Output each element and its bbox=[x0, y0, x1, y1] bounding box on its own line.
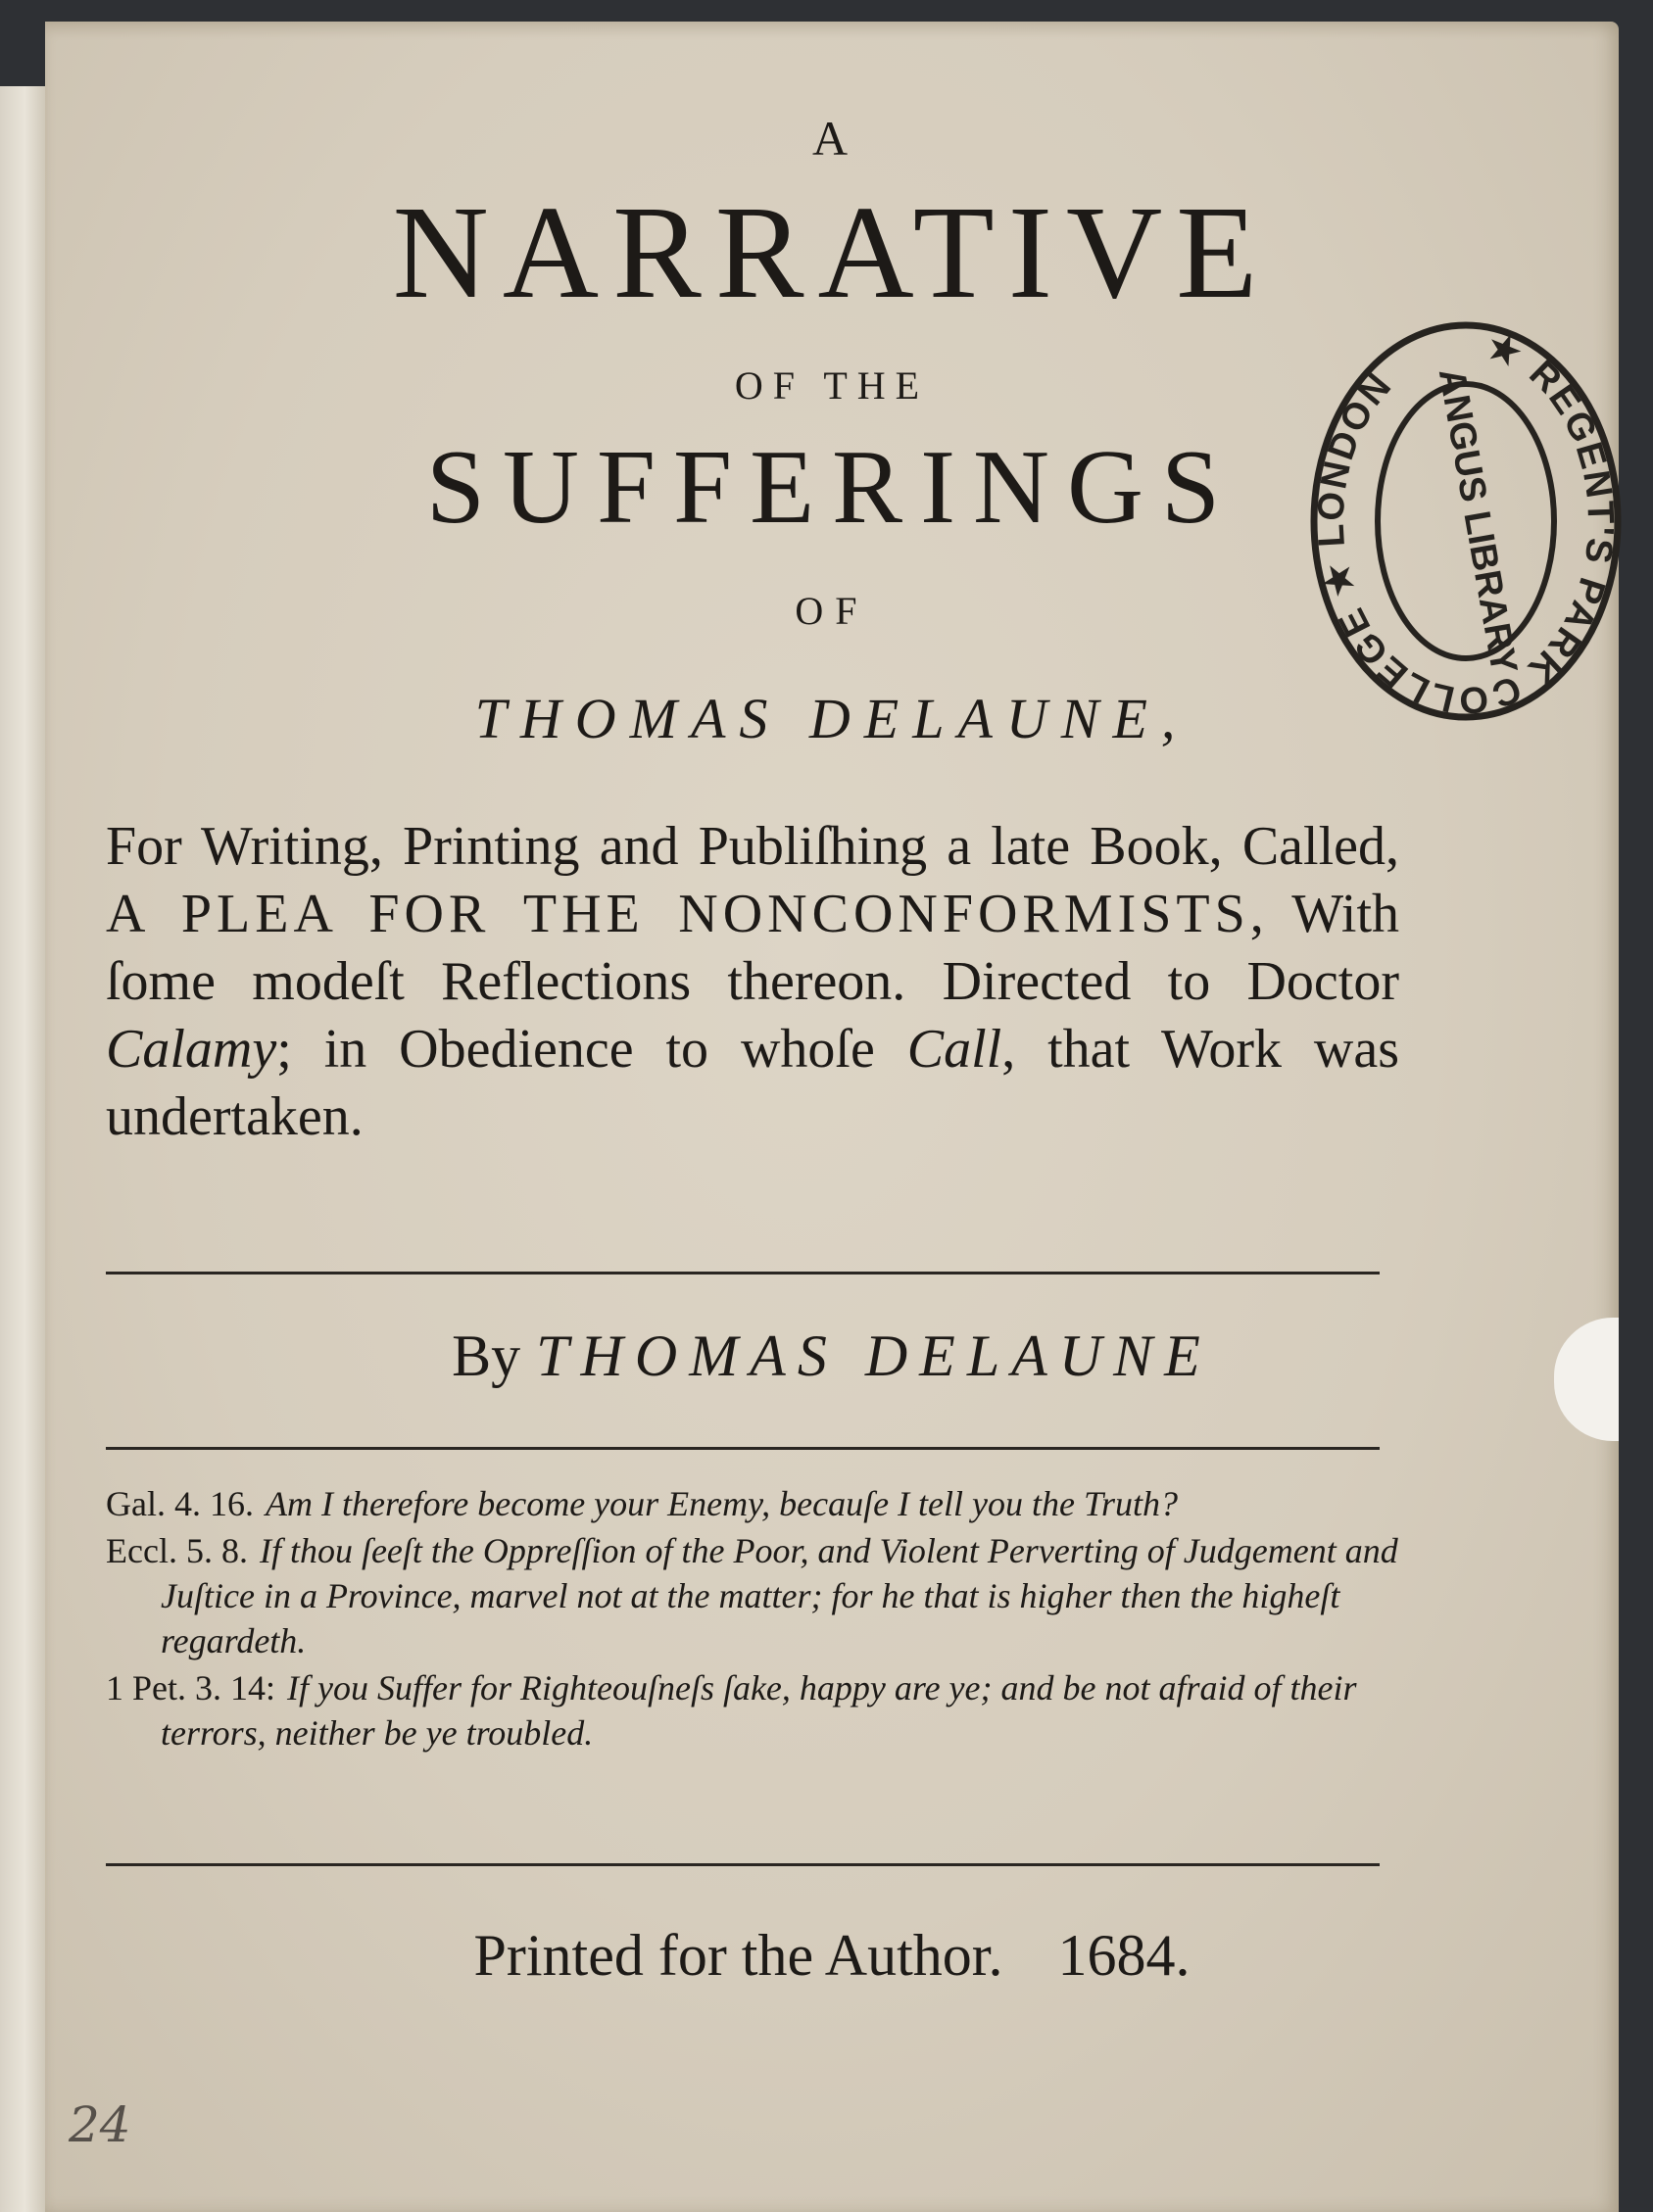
scripture-quotations bbox=[106, 1481, 1409, 1757]
divider-rule-3 bbox=[106, 1863, 1380, 1866]
imprint bbox=[45, 1922, 1619, 1990]
title-sufferings: SUFFERINGS bbox=[425, 429, 1239, 546]
quotation-reference: Eccl. 5. 8. bbox=[106, 1531, 248, 1570]
call-word: Call bbox=[906, 1019, 1002, 1080]
subtitle-part-2: , With ſome modeſt Reflections thereon. Directed to Doctor bbox=[106, 884, 1399, 1012]
imprint-text: Printed for the Author. bbox=[473, 1923, 1003, 1988]
byline bbox=[45, 1322, 1619, 1390]
quotation-text: If thou ſeeſt the Oppreſſion of the Poor, and Violent Perverting of Judgement and Juſtice in a Province, marvel not at the matter; for he that is higher then the higheſt regardeth. bbox=[161, 1531, 1398, 1660]
quotation-text: If you Suffer for Righteouſneſs ſake, happy are ye; and be not afraid of their terrors, neither be ye troubled. bbox=[161, 1668, 1357, 1753]
subtitle-paragraph bbox=[106, 813, 1399, 1151]
main-title: NARRATIVE bbox=[392, 179, 1272, 326]
title-of: OF bbox=[795, 589, 869, 633]
title-page bbox=[45, 22, 1622, 2212]
quotation-item bbox=[106, 1481, 1409, 1526]
calamy-name: Calamy bbox=[106, 1019, 277, 1080]
imprint-year: 1684. bbox=[1057, 1923, 1191, 1988]
subtitle-part-3: ; in Obedience to whoſe bbox=[276, 1019, 907, 1080]
divider-rule-1 bbox=[106, 1272, 1380, 1274]
book-title: A PLEA FOR THE NONCONFORMISTS bbox=[106, 884, 1250, 944]
quotation-text: Am I therefore become your Enemy, becauſe I tell you the Truth? bbox=[265, 1484, 1179, 1523]
subtitle-part-4: , that Work was undertaken. bbox=[106, 1019, 1400, 1147]
title-article: A bbox=[811, 111, 852, 166]
pencil-note: 24 bbox=[69, 2096, 131, 2153]
library-stamp bbox=[1304, 315, 1628, 727]
divider-rule-2 bbox=[106, 1447, 1380, 1450]
left-page-edge bbox=[0, 86, 45, 2212]
quotation-reference: Gal. 4. 16. bbox=[106, 1484, 254, 1523]
library-stamp-graphic bbox=[1304, 315, 1628, 727]
quotation-reference: 1 Pet. 3. 14: bbox=[106, 1668, 276, 1707]
stamp-ring-text: ★ REGENT'S PARK COLLEGE ★ LONDON bbox=[1310, 324, 1622, 721]
quotation-item bbox=[106, 1528, 1409, 1663]
title-of-the: OF THE bbox=[734, 363, 930, 408]
quotation-item bbox=[106, 1665, 1409, 1755]
stamp-inner-text: ANGUS LIBRARY bbox=[1430, 365, 1525, 677]
byline-by: By bbox=[452, 1323, 521, 1388]
byline-author: THOMAS DELAUNE bbox=[536, 1323, 1212, 1388]
subject-name: THOMAS DELAUNE, bbox=[474, 687, 1190, 750]
subtitle-part-1: For Writing, Printing and Publiſhing a late Book, Called, bbox=[106, 816, 1399, 877]
